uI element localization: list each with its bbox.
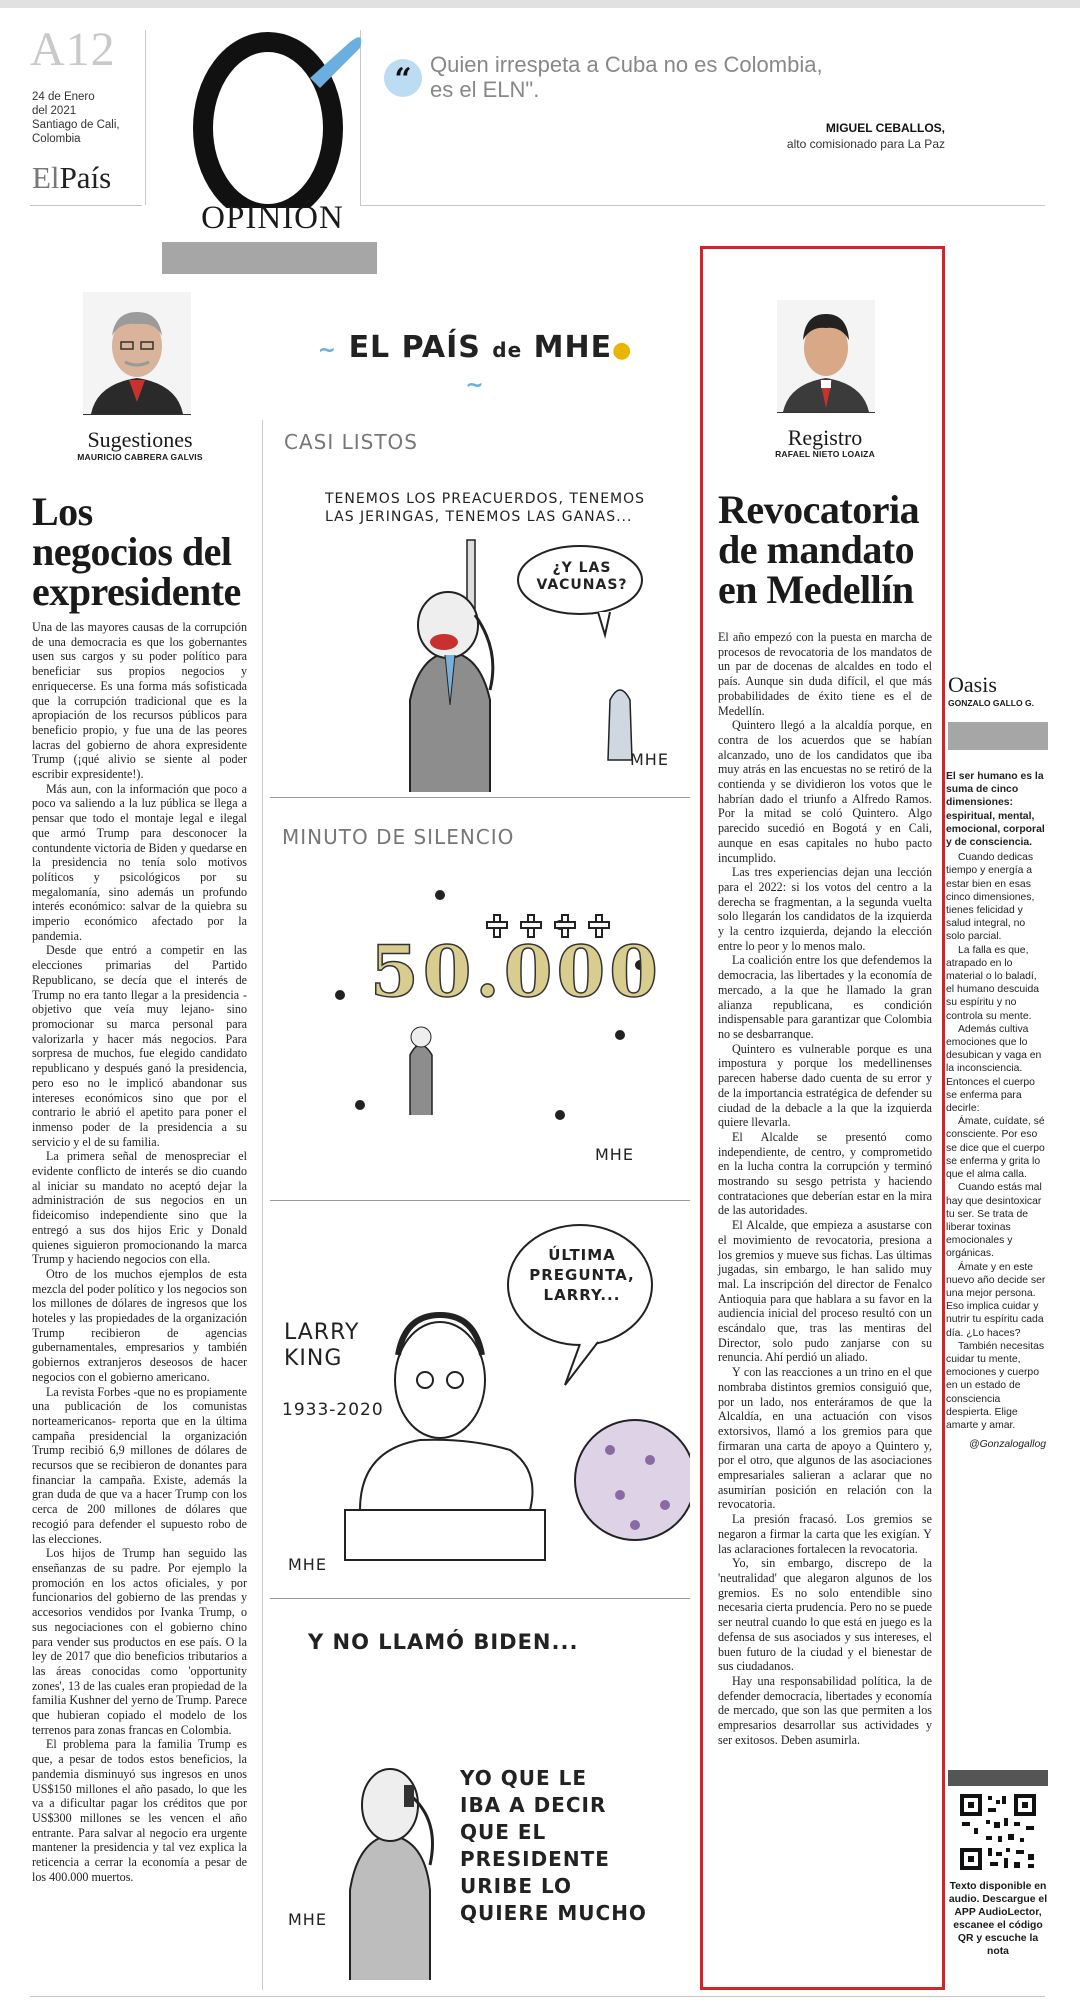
column-author: RAFAEL NIETO LOAIZA [775,449,875,459]
svg-text:“: “ [394,62,412,97]
cartoon-panel-3 [280,1210,690,1590]
article-headline: Revocatoria de mandato en Medellín [718,487,920,612]
grey-block [948,1770,1048,1786]
article-body: Una de las mayores causas de la corrupción de una democracia es que los gobernantes usen sus cargos y su poder político para beneficiar sus propios negocios y enriquecerse. Es una forma más sofisticada que la corrupción tradicional que es la apropiación de los recursos públicos para beneficio propio, y fue una de las peores lacras del gobierno de ahora expresidente Trump (¡qué alivio se siente al poder escribir expresidente!). Más aun, con la información que poco a poco va saliendo a la luz pública se llega a pensar que todo el montaje legal e ilegal que armó Trump para desconocer la contundente victoria de Biden y quedarse en la presidencia no tenía solo motivos políticos y psicológicos por su megalomanía, sino además un profundo interés económico: salvar de la quiebra su imperio económico afectado por la pandemia. Desde que entró a competir en las elecciones primarias del Partido Republicano, se decía que el interés de Trump no era tanto llegar a la presidencia -objetivo que veía muy lejano- sino promocionar su marca personal para valorizarla y hacer más negocios. Para sorpresa de muchos, fue elegido candidato republicano y después ganó la presidencia, pero eso no le implicó abandonar sus intereses económicos sino que por el contrario le abrió el apetito para poner el inmenso poder de la presidencia a su servicio y el de su familia. La primera señal de menospreciar el evidente conflicto de interés se dio cuando al iniciar su mandato no aceptó dejar la administración de sus negocios en un fideicomiso independiente sino que la entregó a sus dos hijos Eric y Donald quienes siguieron promocionando la marca Trump y haciendo negocios con ella. Otro de los muchos ejemplos de esta mezcla del poder político y los negocios son los millones de dólares de ingresos que los hoteles y las propiedades de la organización Trump recibieron de agencias gubernamentales, empresarios y también gobiernos extranjeros deseosos de hacer negocios con el gobierno americano. La revista Forbes -que no es propiamente una publicación de los comunistas norteamericanos- reporta que en la última campaña presidencial la organización Trump recibió 6,9 millones de dólares de recursos que se recibieron de donantes para financiar la campaña. Existe, además la gran duda de que va a hacer Trump con los cerca de 200 millones de dólares que recogió para defender el supuesto robo de las elecciones. Los hijos de Trump han seguido las enseñanzas de su padre. Por ejemplo la promoción en los actos oficiales, y por funcionarios del gobierno de las prendas y accesorios vendidos por Ivanka Trump, o sus negociaciones con el gobierno chino para vender sus productos en ese país. O la ley de 2017 que dio beneficios tributarios a las áreas conocidas como 'opportunity zones', 13 de las cuales eran propiedad de la familia Kushner del yerno de Trump. Parece que hubieran copiado el modelo de los terrenos para zonas francas en Colombia. El problema para la familia Trump es que, a pesar de todos estos beneficios, la pandemia disminuyó sus ingresos en unos US$150 millones el año pasado, lo que les va a dificultar pagar los créditos que por US$300 millones se les vencen el año entrante. Para salvar al negocio era urgente mantener la presidencia y tal vez explica la reticencia a cerrar la economía a pesar de los 400.000 muertos. [32,620,247,1884]
quote-mark-icon [383,58,423,98]
divider [270,1200,690,1201]
audio-note: Texto disponible en audio. Descargue el APP AudioLector, escanee el código QR y escuche la nota [948,1881,1048,1957]
photo-underline [83,414,191,415]
swirl-icon: ~ [465,373,485,398]
section-title: OPINIÓN [201,200,344,236]
quote-text: Quien irrespeta a Cuba no es Colombia, es el ELN". [430,52,823,102]
divider [270,1598,690,1599]
column-name: Oasis [948,672,997,697]
photo-underline [777,412,875,413]
column-name: Sugestiones [87,427,193,452]
qr-code-icon[interactable] [958,1792,1038,1872]
speech-bubble: ¿Y LAS VACUNAS? [536,560,628,593]
cartoonist-signature: MHE [288,1555,327,1574]
cartoon-title: Y NO LLAMÓ BIDEN... [308,1630,579,1654]
cartoon-title: CASI LISTOS [284,430,418,454]
author-photo [83,292,191,414]
tribute-years: 1933-2020 [282,1400,384,1420]
cartoonist-signature: MHE [288,1910,327,1929]
cartoon-title: MINUTO DE SILENCIO [282,825,515,849]
el-pais-logo: ElPaís [32,160,112,195]
divider [270,797,690,798]
cartoonist-signature: MHE [630,750,669,769]
column-author: MAURICIO CABRERA GALVIS [77,452,203,462]
grey-block [162,242,377,274]
cartoon-strip-title: ~ EL PAÍS de MHE● ~ [317,330,633,398]
column-author: GONZALO GALLO G. [948,698,1034,708]
oasis-body: El ser humano es la suma de cinco dimensiones: espiritual, mental, emocional, corporal y de consciencia. Cuando dedicas tiempo y energía a estar bien en esas cinco dimensiones, tienes felicidad y salud integral, no solo parcial. La falla es que, atrapado en lo material o lo baladí, el humano descuida su espíritu y no controla su mente. Además cultiva emociones que lo desubican y vaga en la inconsciencia. Entonces el cuerpo se enferma para decirle: Ámate, cuídate, sé consciente. Por eso se dice que el cuerpo se enferma y grita lo que el alma calla. Cuando estás mal hay que desintoxicar tu ser. Se trata de liberar toxinas emocionales y orgánicas. Ámate y en este nuevo año decide ser una mejor persona. Eso implica cuidar y nutrir tu espíritu cada día. ¿Lo haces? También necesitas cuidar tu mente, emociones y cuerpo en un estado de consciencia despierta. Elige amarte y amar. @Gonzalogallog [946,771,1046,1451]
grey-block [948,722,1048,750]
column-name: Registro [787,425,863,450]
zeros-tombstones-drawing [280,885,690,1165]
death-count: 50.000 [370,930,662,1013]
speech-bubble: ÚLTIMA PREGUNTA, LARRY... [529,1246,635,1304]
author-photo [777,300,875,412]
opinion-o-logo [160,18,385,208]
quote-author: MIGUEL CEBALLOS, alto comisionado para La Paz [786,121,945,151]
cartoon-panel-4 [280,1610,690,1990]
divider [360,205,1045,206]
divider [145,30,146,205]
article-headline: Los negocios del expresidente [32,489,241,614]
page-number: A12 [30,23,116,76]
divider [262,420,263,1990]
divider [30,205,142,206]
top-gray-bar [0,0,1080,8]
cartoon-caption: YO QUE LE IBA A DECIR QUE EL PRESIDENTE URIBE LO QUIERE MUCHO [460,1766,647,1925]
cartoon-panel-2 [280,805,690,1180]
cartoonist-signature: MHE [595,1145,634,1164]
article-body: El año empezó con la puesta en marcha de procesos de revocatoria de los mandatos de un par de docenas de alcaldes en todo el país. Aunque sin duda difícil, el que más probabilidades de éxito tiene es el de Medellín. Quintero llegó a la alcaldía porque, en contra de los acuerdos que se habían alcanzado, uno de los candidatos que iba muy atrás en las encuestas no se retiró de la contienda y se dividieron los votos que le habrían dado el triunfo a Alfredo Ramos. Por la mitad se coló Quintero. Algo parecido sucedió en Bogotá y en Cali, aunque en esas capitales no hubo pacto incumplido. Las tres experiencias dejan una lección para el 2022: si los votos del centro a la derecha se fragmentan, a la segunda vuelta solo llegarán los candidatos de la izquierda y la centro izquierda, dejando la elección entre lo peor y lo menos malo. La coalición entre los que defendemos la democracia, las libertades y la economía de mercado, a la que he llamado la gran alianza republicana, es condición indispensable para garantizar que Colombia no se desbarranque. Quintero es vulnerable porque es una impostura y porque los medellinenses parecen haberse dado cuenta de su error y de la importancia estratégica de defender su ciudad de la debacle a la que la izquierda quiere llevarla. El Alcalde se presentó como independiente, de centro, y comprometido en la lucha contra la corrupción y terminó mostrando su sesgo petrista y haciendo contrataciones que deberían estar en la mira de las autoridades. El Alcalde, que empieza a asustarse con el movimiento de revocatoria, presiona a los gremios y mueve sus fichas. Las últimas jugadas, sin embargo, le han salido muy mal. La inscripción del director de Fenalco Antioquia para que hablara a su favor en la audiencia inicial del proceso resultó con un escándalo que, tras las mentiras del Director, solo pudo zanjarse con su renuncia. Ahí perdió un aliado. Y con las reacciones a un trino en el que nombraba distintos gremios consiguió que, por un lado, nos enteráramos de que la Alcaldía, en una actuación con visos extorsivos, llamó a los gremios para que firmaran una carta de apoyo a Quintero y, por el otro, que algunos de las asociaciones empresariales salieran a aclarar que no asumirían posición en relación con la revocatoria. La presión fracasó. Los gremios se negaron a firmar la carta que les exigían. Y las aclaraciones fortalecen la revocatoria. Yo, sin embargo, discrepo de la 'neutralidad' que alegaron algunos de los gremios. Es no solo entendible sino necesaria cierta prudencia. Pero no se puede ser neutral cuando lo que está en juego es la defensa de sus asociados y sus intereses, el buen futuro de la ciudad y el bienestar de sus ciudadanos. Hay una responsabilidad política, la de defender democracia, libertades y economía de mercado, que son las que permiten a los empresarios desarrollar sus actividades y ser exitosos. Deben asumirla. [718,630,932,1747]
cartoon-panel-1 [280,420,690,795]
cartoon-caption: TENEMOS LOS PREACUERDOS, TENEMOS LAS JERINGAS, TENEMOS LAS GANAS... [325,491,646,525]
divider [30,1996,1045,1997]
tribute-name: LARRY KING [284,1320,360,1371]
dateline: 24 de Enero del 2021 Santiago de Cali, Colombia [32,91,120,145]
swirl-icon: ~ [317,338,338,363]
